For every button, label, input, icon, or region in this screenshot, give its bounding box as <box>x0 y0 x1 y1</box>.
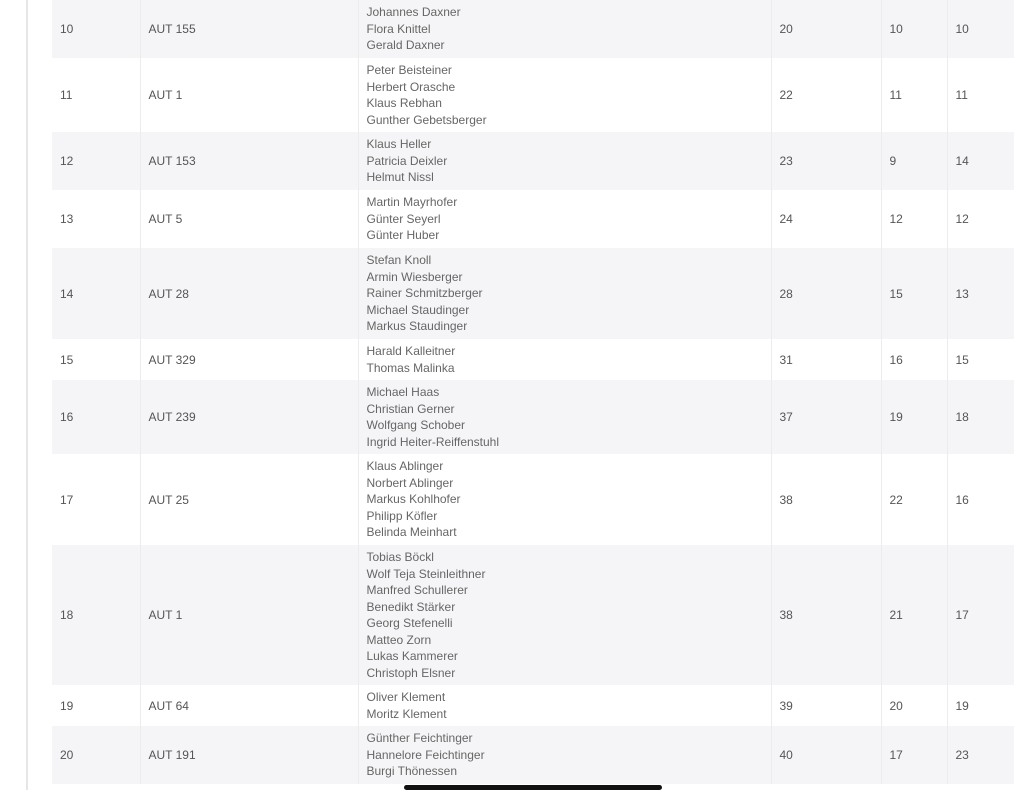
crew-member-name: Benedikt Stärker <box>366 599 456 614</box>
crew-member-name: Stefan Knoll <box>366 253 432 268</box>
points-cell: 37 <box>771 380 881 454</box>
race-result-cell: 14 <box>947 132 1014 190</box>
crew-member-name: Moritz Klement <box>366 706 447 721</box>
race-result-cell: 18 <box>947 380 1014 454</box>
race-result-cell: 16 <box>881 339 947 380</box>
table-row <box>52 454 1014 545</box>
crew-member-name: Christoph Elsner <box>366 665 456 680</box>
race-result-cell: 13 <box>947 248 1014 339</box>
crew-member-name: Flora Knittel <box>366 21 431 36</box>
sail-number-cell: AUT 64 <box>140 685 358 726</box>
crew-member-name: Gunther Gebetsberger <box>366 112 487 127</box>
crew-cell <box>358 454 771 545</box>
place-cell: 15 <box>52 339 140 380</box>
crew-member-name: Günther Feichtinger <box>366 731 473 746</box>
crew-member-name: Lukas Kammerer <box>366 649 458 663</box>
table-row <box>52 380 1014 454</box>
crew-member-name: Markus Kohlhofer <box>366 492 461 507</box>
table-row <box>52 339 1014 380</box>
crew-member-name: Harald Kalleitner <box>366 344 456 358</box>
crew-member-name: Belinda Meinhart <box>366 525 457 540</box>
place-cell: 19 <box>52 685 140 726</box>
crew-member-name: Matteo Zorn <box>366 632 432 647</box>
place-cell: 11 <box>52 58 140 132</box>
race-result-cell: 19 <box>881 380 947 454</box>
sail-number-cell: AUT 1 <box>140 58 358 132</box>
crew-member-name: Peter Beisteiner <box>366 63 452 77</box>
crew-member-name: Günter Seyerl <box>366 211 441 226</box>
race-result-cell: 16 <box>947 454 1014 545</box>
crew-member-name: Oliver Klement <box>366 690 446 704</box>
place-cell: 17 <box>52 454 140 545</box>
race-result-cell: 10 <box>881 0 947 58</box>
race-result-cell: 23 <box>947 726 1014 784</box>
crew-member-name: Klaus Ablinger <box>366 459 444 474</box>
crew-cell <box>358 685 771 726</box>
place-cell: 14 <box>52 248 140 339</box>
points-cell: 24 <box>771 190 881 248</box>
sail-number-cell: AUT 191 <box>140 726 358 784</box>
crew-member-name: Helmut Nissl <box>366 170 434 185</box>
place-cell: 16 <box>52 380 140 454</box>
table-row <box>52 0 1014 58</box>
points-cell: 40 <box>771 726 881 784</box>
table-row <box>52 190 1014 248</box>
sail-number-cell: AUT 1 <box>140 545 358 685</box>
table-row <box>52 132 1014 190</box>
crew-member-name: Hannelore Feichtinger <box>366 747 485 762</box>
crew-member-name: Rainer Schmitzberger <box>366 286 483 301</box>
sail-number-cell: AUT 153 <box>140 132 358 190</box>
table-row <box>52 248 1014 339</box>
crew-member-name: Wolfgang Schober <box>366 418 466 432</box>
crew-member-name: Patricia Deixler <box>366 153 448 168</box>
crew-cell <box>358 545 771 685</box>
race-result-cell: 12 <box>947 190 1014 248</box>
table-row <box>52 545 1014 685</box>
crew-cell <box>358 0 771 58</box>
crew-member-name: Ingrid Heiter-Reiffenstuhl <box>366 434 500 449</box>
crew-member-name: Norbert Ablinger <box>366 475 454 490</box>
place-cell: 18 <box>52 545 140 685</box>
points-cell: 31 <box>771 339 881 380</box>
race-result-cell: 17 <box>881 726 947 784</box>
crew-member-name: Herbert Orasche <box>366 79 456 94</box>
race-result-cell: 22 <box>881 454 947 545</box>
table-row <box>52 726 1014 784</box>
table-row <box>52 58 1014 132</box>
sail-number-cell: AUT 239 <box>140 380 358 454</box>
points-cell: 38 <box>771 545 881 685</box>
crew-member-name: Burgi Thönessen <box>366 764 458 779</box>
crew-cell <box>358 380 771 454</box>
crew-member-name: Philipp Köfler <box>366 508 438 523</box>
sail-number-cell: AUT 5 <box>140 190 358 248</box>
crew-member-name: Johannes Daxner <box>366 5 461 20</box>
race-result-cell: 19 <box>947 685 1014 726</box>
crew-member-name: Gerald Daxner <box>366 38 445 53</box>
race-result-cell: 20 <box>881 685 947 726</box>
crew-cell <box>358 132 771 190</box>
race-result-cell: 15 <box>947 339 1014 380</box>
crew-cell <box>358 339 771 380</box>
points-cell: 23 <box>771 132 881 190</box>
results-table-body <box>52 0 1014 784</box>
crew-member-name: Armin Wiesberger <box>366 269 463 284</box>
race-result-cell: 12 <box>881 190 947 248</box>
crew-member-name: Thomas Malinka <box>366 360 455 375</box>
race-result-cell: 11 <box>881 58 947 132</box>
crew-member-name: Günter Huber <box>366 228 440 243</box>
page-left-border <box>26 0 28 790</box>
sail-number-cell: AUT 155 <box>140 0 358 58</box>
crew-member-name: Wolf Teja Steinleithner <box>366 566 486 581</box>
crew-member-name: Manfred Schullerer <box>366 583 468 597</box>
crew-cell <box>358 248 771 339</box>
points-cell: 20 <box>771 0 881 58</box>
place-cell: 20 <box>52 726 140 784</box>
race-result-cell: 21 <box>881 545 947 685</box>
race-result-cell: 9 <box>881 132 947 190</box>
place-cell: 10 <box>52 0 140 58</box>
table-row <box>52 685 1014 726</box>
points-cell: 22 <box>771 58 881 132</box>
race-result-cell: 15 <box>881 248 947 339</box>
crew-cell <box>358 190 771 248</box>
place-cell: 13 <box>52 190 140 248</box>
points-cell: 38 <box>771 454 881 545</box>
crew-member-name: Klaus Rebhan <box>366 96 442 110</box>
home-indicator-bar <box>404 785 662 790</box>
crew-member-name: Georg Stefenelli <box>366 616 453 630</box>
place-cell: 12 <box>52 132 140 190</box>
crew-member-name: Michael Staudinger <box>366 302 470 317</box>
crew-member-name: Martin Mayrhofer <box>366 195 458 210</box>
sail-number-cell: AUT 329 <box>140 339 358 380</box>
sail-number-cell: AUT 25 <box>140 454 358 545</box>
results-table <box>52 0 1014 784</box>
crew-member-name: Tobias Böckl <box>366 550 434 564</box>
crew-member-name: Markus Staudinger <box>366 319 468 334</box>
race-result-cell: 10 <box>947 0 1014 58</box>
points-cell: 28 <box>771 248 881 339</box>
points-cell: 39 <box>771 685 881 726</box>
crew-cell <box>358 726 771 784</box>
crew-member-name: Klaus Heller <box>366 137 432 152</box>
race-result-cell: 11 <box>947 58 1014 132</box>
crew-member-name: Michael Haas <box>366 385 440 399</box>
crew-cell <box>358 58 771 132</box>
crew-member-name: Christian Gerner <box>366 401 455 416</box>
sail-number-cell: AUT 28 <box>140 248 358 339</box>
race-result-cell: 17 <box>947 545 1014 685</box>
